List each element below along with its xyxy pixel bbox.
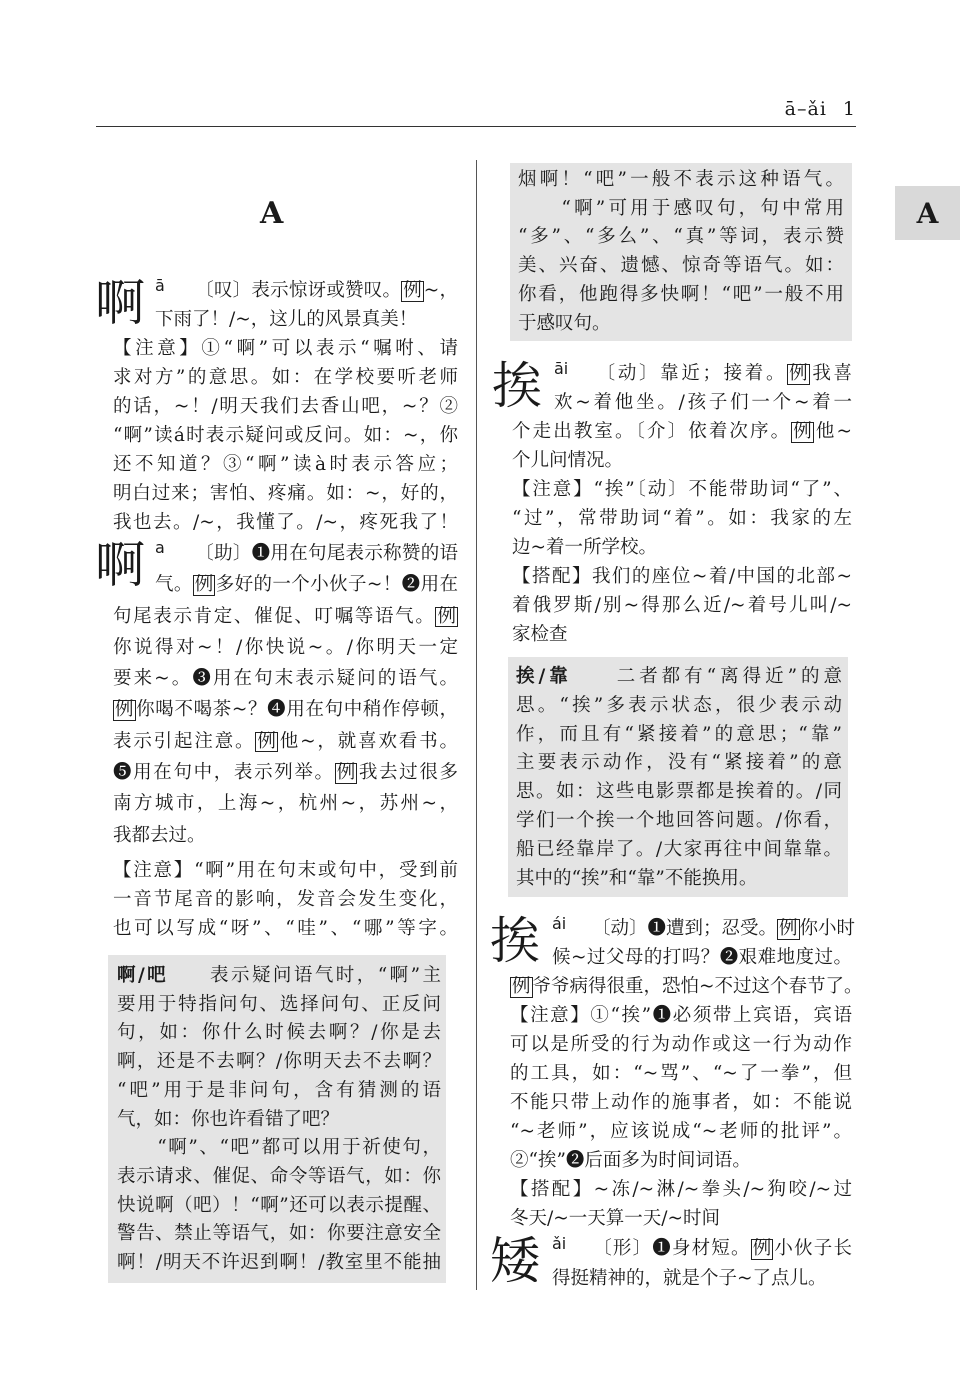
text-line: ā 〔叹〕表示惊讶或赞叹。 例 ~， [155, 276, 458, 301]
example-marker: 例 [403, 280, 422, 301]
entry-a-1 [95, 274, 458, 537]
text-line: 句，如：你什么时候去啊？/你是去 [117, 1022, 441, 1044]
text-line: 表示请求、催促、命令等语气，如：你 [117, 1165, 441, 1187]
header-rule [96, 126, 856, 127]
text-line: ②“挨”❷后面多为时间词语。 [510, 1150, 751, 1171]
text-line: 明白过来；害怕、疼痛。如：~，好的， [113, 483, 458, 504]
text-line: 南方城市，上海~，杭州~，苏州~， [113, 793, 458, 815]
page-range: ā–ǎi [784, 98, 827, 120]
pinyin: a [155, 538, 165, 557]
headword: 啊 [95, 536, 145, 594]
text-line: “多”、“多么”、“真”等词，表示赞 [518, 226, 844, 248]
text-line: 表示引起注意。 例 他~，就喜欢看书。 [113, 730, 458, 752]
text-line: āi 〔动〕靠近；接着。 例 我喜 [554, 359, 852, 384]
text-line: 烟啊！“吧”一般不表示这种语气。 [518, 169, 844, 190]
example-marker: 例 [257, 730, 276, 752]
text-line: a 〔助〕❶用在句尾表示称赞的语 [155, 538, 458, 564]
example-marker: 例 [793, 421, 812, 442]
example-marker: 例 [512, 976, 531, 997]
headword: 啊 [95, 274, 145, 332]
text-line: 例 你喝不喝茶~？❹用在句中稍作停顿， [115, 699, 458, 721]
text-line: 个走出教室。〔介〕依着次序。 例 他~ [512, 421, 852, 442]
text-line: 你说得对~！/你快说~。/你明天一定 [113, 636, 458, 658]
pinyin: ā [155, 276, 165, 295]
section-letter: A [260, 196, 284, 231]
text-line: 边~着一所学校。 [512, 537, 658, 558]
text-line: 船已经靠岸了。/大家再往中间靠靠。 [516, 838, 842, 860]
text-line: 啊/吧 表示疑问语气时，“啊”主 [117, 965, 441, 986]
text-line: 啊！/明天不许迟到啊！/教室里不能抽 [117, 1252, 441, 1274]
text-line: 挨/靠 二者都有“离得近”的意 [516, 666, 843, 687]
text-line: 冬天/~一天算一天/~时间 [510, 1208, 720, 1229]
example-marker: 例 [336, 762, 356, 784]
text-line: 【注意】“挨”〔动〕不能带助词“了”、 [512, 479, 852, 500]
entry-ai-3 [490, 1232, 852, 1294]
text-line: 得挺精神的，就是个子~了点儿。 [552, 1268, 827, 1289]
running-header [785, 98, 856, 120]
text-line: 个儿问情况。 [512, 450, 624, 471]
text-line: 警告、禁止等语气，如：你要注意安全 [117, 1223, 441, 1245]
text-line: 你看，他跑得多快啊！“吧”一般不用 [518, 283, 844, 305]
text-line: 下雨了！/~，这儿的风景真美！ [155, 309, 418, 330]
text-line: ǎi 〔形〕❶身材短。 例 小伙子长 [552, 1234, 852, 1259]
text-line: “吧”用于是非问句，含有猜测的语 [117, 1079, 441, 1101]
page-number: 1 [842, 98, 856, 120]
text-line: 着俄罗斯/别~得那么近/~着号儿叫/~ [512, 595, 852, 616]
text-line: 于感叹句。 [518, 312, 611, 334]
headword: 矮 [490, 1232, 540, 1290]
text-line: 思。如：这些电影票都是挨着的。/同 [516, 781, 842, 803]
example-marker: 例 [115, 699, 134, 721]
example-marker: 例 [752, 1238, 772, 1259]
text-line: 句尾表示肯定、催促、叮嘱等语气。 例 [113, 605, 456, 627]
text-line: 候~过父母的打吗？❷艰难地度过。 [552, 947, 852, 968]
text-line: “啊”可用于感叹句，句中常用 [518, 197, 844, 219]
text-line: 可以是所受的行为动作或这一行为动作 [510, 1034, 852, 1055]
example-marker: 例 [789, 363, 808, 384]
text-line: 我也去。/~，我懂了。/~，疼死我了！ [113, 512, 458, 533]
entry-ai-1 [492, 357, 852, 649]
usage-label: 挨/靠 [516, 666, 572, 687]
usage-text-continued [518, 166, 844, 338]
text-line: “~老师”，应该说成“~老师的批评”。 [510, 1121, 852, 1142]
text-line: “啊”读á时表示疑问或反问。如：~，你 [113, 425, 458, 446]
text-line: 的话，~！/明天我们去香山吧，~？② [113, 396, 458, 417]
text-line: 还不知道？③“啊”读à时表示答应； [113, 454, 458, 475]
text-line: 【搭配】我们的座位~着/中国的北部~ [512, 566, 852, 587]
text-line: 一音节尾音的影响，发音会发生变化， [113, 889, 458, 910]
text-line: 气。 例 多好的一个小伙子~！❷用在 [155, 574, 458, 596]
example-marker: 例 [779, 918, 798, 939]
entry-a-2 [95, 536, 458, 851]
pinyin: ǎi [552, 1234, 567, 1253]
pinyin: ái [552, 914, 567, 933]
headword: 挨 [490, 912, 540, 970]
text-line: 也可以写成“呀”、“哇”、“哪”等字。 [113, 918, 458, 939]
text-line: 快说啊（吧）！“啊”还可以表示提醒、 [117, 1194, 441, 1216]
text-line: 啊，还是不去啊？/你明天去不去啊？ [117, 1051, 441, 1073]
text-line: 求对方”的意思。如：在学校要听老师 [113, 367, 458, 388]
example-marker: 例 [194, 574, 214, 596]
text-line: 欢~着他坐。/孩子们一个~着一 [554, 392, 852, 413]
text-line: 思。“挨”多表示状态，很少表示动 [516, 694, 842, 716]
text-line: 【注意】①“啊”可以表示“嘱咐、请 [113, 338, 458, 359]
pinyin: āi [554, 359, 569, 378]
text-line: 的工具，如：“~骂”、“~了一拳”，但 [510, 1063, 852, 1084]
text-line: 家检查 [512, 624, 568, 645]
text-line: 要来~。❸用在句末表示疑问的语气。 [113, 668, 458, 690]
entry-ai-2 [490, 912, 863, 1233]
text-line: “过”，常带助词“着”。如：我家的左 [512, 508, 852, 529]
usage-text-ai-kao [516, 663, 842, 893]
text-line: 学们一个挨一个地回答问题。/你看， [516, 809, 842, 831]
text-line: 【注意】①“挨”❶必须带上宾语，宾语 [510, 1005, 852, 1026]
text-line: 例 爷爷病得很重，恐怕~不过这个春节了。 [512, 976, 863, 997]
headword: 挨 [492, 357, 542, 415]
example-marker: 例 [437, 605, 456, 627]
text-line: 主要表示动作，没有“紧接着”的意 [516, 752, 842, 774]
text-line: 不能只带上动作的施事者，如：不能说 [510, 1092, 852, 1113]
text-line: 要用于特指问句、选择问句、正反问 [117, 993, 441, 1015]
text-line: 【注意】“啊”用在句末或句中，受到前 [113, 860, 458, 881]
text-line: 【搭配】~冻/~淋/~拳头/~狗咬/~过 [510, 1179, 852, 1200]
text-line: 我都去过。 [113, 824, 206, 846]
text-line: 气，如：你也许看错了吧？ [117, 1108, 340, 1130]
text-line: “啊”、“吧”都可以用于祈使句， [117, 1137, 441, 1159]
text-line: 作，而且有“紧接着”的意思；“靠” [516, 723, 842, 745]
column-divider [476, 160, 477, 1290]
usage-label: 啊/吧 [117, 965, 169, 986]
thumb-index-tab: A [895, 186, 960, 240]
entry-a-2-note [113, 856, 458, 943]
text-line: 其中的“挨”和“靠”不能换用。 [516, 867, 758, 889]
usage-text-a-ba [117, 962, 441, 1278]
text-line: 美、兴奋、遗憾、惊奇等语气。如： [518, 255, 844, 277]
text-line: ái 〔动〕❶遭到；忍受。 例 你小时 [552, 914, 856, 939]
text-line: ❺用在句中，表示列举。 例 我去过很多 [113, 762, 458, 784]
